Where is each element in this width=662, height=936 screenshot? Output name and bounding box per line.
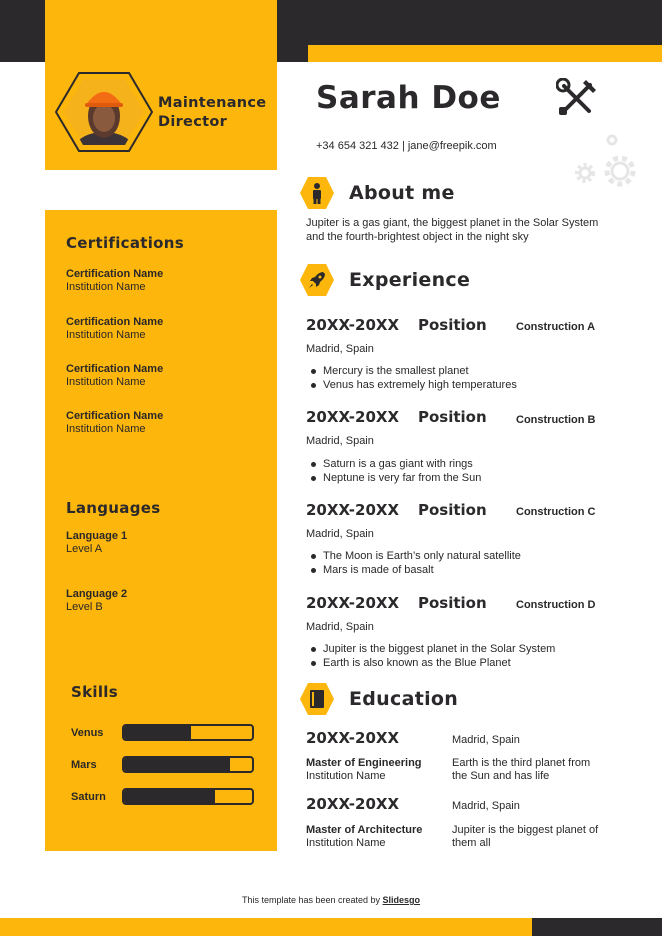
language-name: Language 2 [66,588,128,600]
language-item [66,530,266,556]
certification-name: Certification Name [66,316,164,328]
experience-location: Madrid, Spain [306,435,374,447]
education-degree: Master of Engineering [306,757,422,769]
education-description: Earth is the third planet from the Sun and has life [452,757,591,782]
experience-location: Madrid, Spain [306,343,374,355]
bottom-dark-block [532,918,662,936]
skills-heading: Skills [71,683,118,701]
experience-bullets [306,550,606,577]
certification-institution: Institution Name [66,376,146,388]
skill-label: Mars [71,759,97,771]
experience-years: 20XX-20XX [306,594,400,612]
experience-location: Madrid, Spain [306,621,374,633]
contact-info: +34 654 321 432 | jane@freepik.com [316,140,497,152]
role-line-1: Maintenance [158,95,267,111]
rocket-icon [299,262,335,298]
language-level: Level A [66,543,103,555]
experience-location: Madrid, Spain [306,528,374,540]
book-icon [299,681,335,717]
skill-bar [122,724,254,741]
certification-name: Certification Name [66,363,164,375]
certification-name: Certification Name [66,268,164,280]
education-degree: Master of Architecture [306,824,423,836]
list-item: Neptune is very far from the Sun [306,472,606,486]
experience-company: Construction B [516,414,596,426]
certification-item [66,410,266,436]
skill-bar-fill [124,758,230,771]
list-item: Mercury is the smallest planet [306,365,606,379]
certification-name: Certification Name [66,410,164,422]
certification-item [66,316,266,342]
about-heading: About me [349,182,455,204]
experience-bullets [306,643,606,670]
experience-bullets [306,365,606,392]
education-institution: Institution Name [306,837,386,849]
experience-company: Construction C [516,506,596,518]
experience-company: Construction D [516,599,596,611]
list-item: The Moon is Earth’s only natural satellite [306,550,606,564]
language-name: Language 1 [66,530,128,542]
experience-years: 20XX-20XX [306,408,400,426]
experience-position: Position [418,501,487,519]
skill-bar [122,756,254,773]
experience-position: Position [418,408,487,426]
role-line-2: Director [158,114,228,130]
language-level: Level B [66,601,103,613]
experience-company: Construction A [516,321,596,333]
experience-heading: Experience [349,269,471,291]
about-text: Jupiter is a gas giant, the biggest planet in the Solar System and the fourth-brightest object in the night sky [306,217,599,243]
list-item: Mars is made of basalt [306,564,606,578]
education-heading: Education [349,688,459,710]
top-yellow-strip [308,45,662,62]
gears-icon [574,134,640,190]
skill-bar-fill [124,726,191,739]
page-title: Sarah Doe [316,80,501,116]
certification-item [66,363,266,389]
avatar [55,72,153,152]
languages-heading: Languages [66,499,161,517]
list-item: Jupiter is the biggest planet in the Solar System [306,643,606,657]
education-institution: Institution Name [306,770,386,782]
skill-bar [122,788,254,805]
experience-bullets [306,458,606,485]
education-years: 20XX-20XX [306,795,400,813]
bottom-yellow-strip [0,918,532,936]
certifications-heading: Certifications [66,234,184,252]
person-icon [299,175,335,211]
experience-position: Position [418,316,487,334]
experience-years: 20XX-20XX [306,501,400,519]
skill-label: Saturn [71,791,106,803]
education-entry [306,824,446,850]
footer-credit [0,895,662,905]
skill-label: Venus [71,727,104,739]
education-years: 20XX-20XX [306,729,400,747]
experience-years: 20XX-20XX [306,316,400,334]
footer-link[interactable]: Slidesgo [382,895,421,905]
list-item: Venus has extremely high temperatures [306,379,606,393]
list-item: Saturn is a gas giant with rings [306,458,606,472]
education-location: Madrid, Spain [452,734,520,746]
education-location: Madrid, Spain [452,800,520,812]
education-entry [306,757,446,783]
certification-institution: Institution Name [66,329,146,341]
language-item [66,588,266,614]
footer-text: This template has been created by [241,895,383,905]
certification-item [66,268,266,294]
skill-bar-fill [124,790,215,803]
list-item: Earth is also known as the Blue Planet [306,657,606,671]
certification-institution: Institution Name [66,281,146,293]
education-description: Jupiter is the biggest planet of them all [452,824,599,849]
experience-position: Position [418,594,487,612]
certification-institution: Institution Name [66,423,146,435]
tools-icon [556,78,598,118]
